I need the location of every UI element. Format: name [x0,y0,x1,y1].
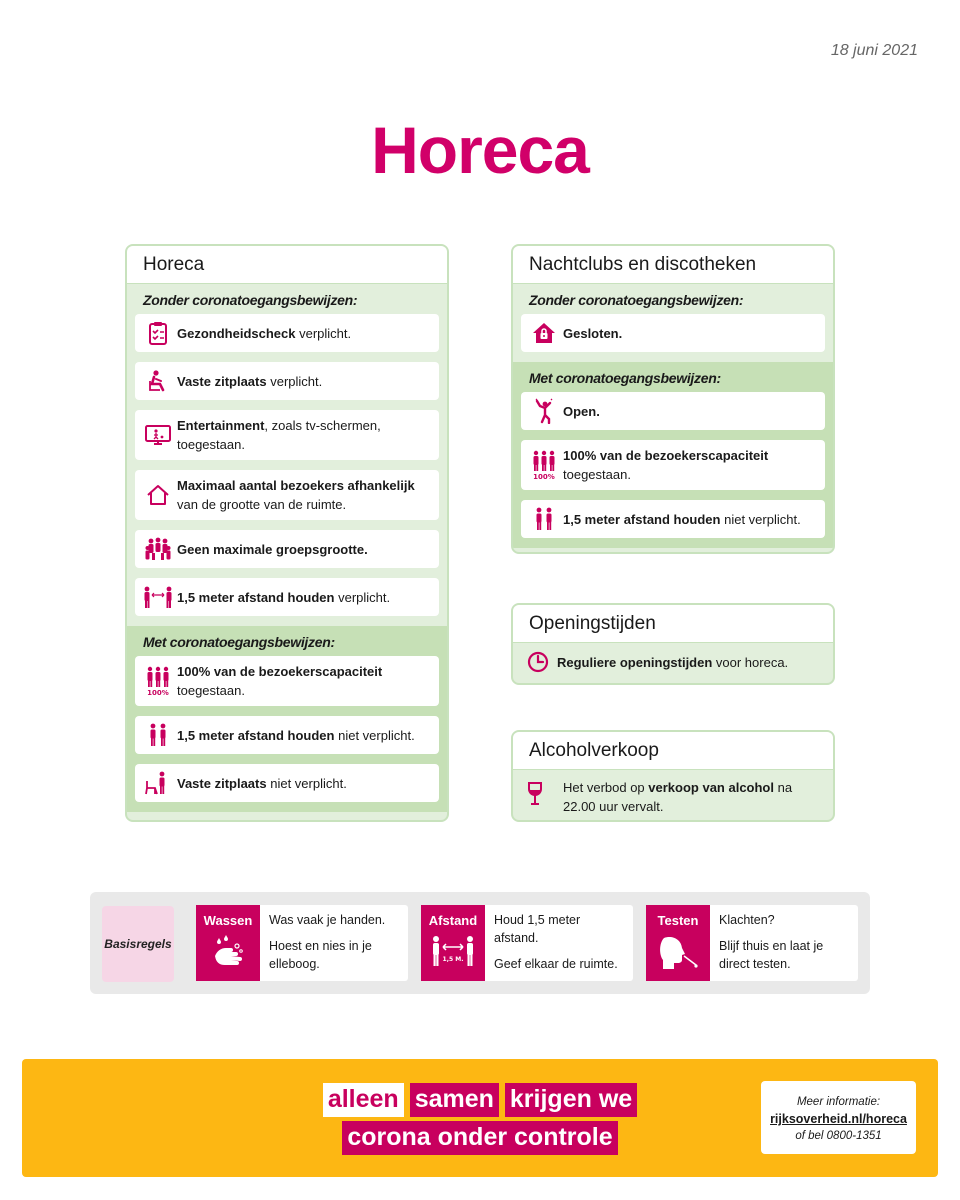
item-bold: verkoop van alcohol [648,780,774,795]
rule-tag [196,905,260,981]
slogan-word: alleen [323,1083,404,1117]
group-people-icon [143,536,173,562]
list-item [135,410,439,460]
section-label: Zonder coronatoegangsbewijzen: [529,292,744,308]
item-bold: Vaste zitplaats [177,775,267,791]
list-item [135,314,439,352]
wash-hands-icon [211,934,245,970]
basic-rules-bar [90,892,870,994]
rule-distance [421,905,633,981]
item-text: Het verbod op [563,780,649,795]
opening-hours-row [513,643,833,673]
rule-wash [196,905,408,981]
list-item [135,764,439,802]
person-chair-icon [143,770,173,796]
item-text: verplicht. [266,373,323,389]
nightclubs-with-section [513,362,833,548]
rule-line-1: Houd 1,5 meter afstand. [494,913,581,945]
horeca-card [125,244,449,822]
basic-rules-label: Basisregels [102,906,174,982]
item-bold: Entertainment [177,418,265,433]
page-title: Horeca [371,113,589,187]
horeca-without-section [127,284,447,626]
item-bold: Reguliere openingstijden [557,654,713,670]
locked-house-icon [529,320,559,346]
two-people-icon [529,506,559,532]
footer-banner [22,1059,938,1177]
rule-tag-label: Testen [657,913,699,928]
dancing-person-icon [529,398,559,424]
info-link[interactable]: rijksoverheid.nl/horeca [770,1112,907,1126]
seated-person-icon [143,368,173,394]
list-item [135,470,439,520]
list-item [521,500,825,538]
wine-glass-icon [527,778,563,806]
svg-text:100%: 100% [533,473,555,480]
item-text: toegestaan. [563,467,631,482]
rule-text [260,905,408,981]
keep-distance-icon [431,934,475,970]
list-item [521,440,825,490]
item-bold: 100% van de bezoekerscapaciteit [563,448,769,463]
opening-hours-card [511,603,835,685]
opening-hours-heading: Openingstijden [513,605,833,643]
slogan-word: corona onder controle [342,1121,617,1155]
list-item [521,392,825,430]
list-item [135,716,439,754]
rule-testing [646,905,858,981]
item-text: niet verplicht. [720,511,801,527]
nightclubs-without-section [513,284,833,362]
test-swab-icon [658,934,698,972]
distance-icon-label: 1,5 M. [442,956,464,963]
capacity-100-icon [529,452,559,478]
publication-date: 18 juni 2021 [830,42,918,59]
clock-icon [527,651,557,673]
nightclubs-card [511,244,835,554]
item-bold: Vaste zitplaats [177,373,267,389]
item-bold: 1,5 meter afstand houden [563,511,721,527]
alcohol-sales-heading: Alcoholverkoop [513,732,833,770]
item-bold: Gezondheidscheck [177,325,296,341]
list-item [135,530,439,568]
item-bold: 100% van de bezoekerscapaciteit [177,664,383,679]
info-phone: of bel 0800-1351 [795,1130,882,1142]
item-text: voor horeca. [712,654,789,670]
section-label: Met coronatoegangsbewijzen: [529,370,721,386]
slogan-word: samen [410,1083,499,1117]
rule-tag-label: Wassen [203,913,253,928]
two-people-icon [143,722,173,748]
rule-line-1: Klachten? [719,913,775,927]
nightclubs-card-heading: Nachtclubs en discotheken [513,246,833,284]
slogan-word: krijgen we [505,1083,637,1117]
horeca-with-section [127,626,447,812]
info-title: Meer informatie: [796,1096,881,1108]
horeca-card-heading: Horeca [127,246,447,284]
list-item [135,656,439,706]
item-text: toegestaan. [177,683,245,698]
distance-icon [143,584,173,610]
item-text: verplicht. [295,325,352,341]
rule-line-2: Hoest en nies in je elleboog. [269,939,372,971]
capacity-100-icon [143,668,173,694]
list-item [135,362,439,400]
item-text: , zoals tv-schermen, toegestaan. [177,418,381,452]
list-item [135,578,439,616]
clipboard-check-icon [143,320,173,346]
rule-line-2: Geef elkaar de ruimte. [494,957,618,971]
rule-tag [421,905,485,981]
list-item [521,314,825,352]
alcohol-sales-card [511,730,835,822]
svg-text:100%: 100% [147,689,169,696]
item-bold: 1,5 meter afstand houden [177,727,335,743]
rule-tag [646,905,710,981]
item-bold: Gesloten. [563,325,623,341]
item-text: niet verplicht. [266,775,347,791]
section-label: Met coronatoegangsbewijzen: [143,634,335,650]
section-label: Zonder coronatoegangsbewijzen: [143,292,358,308]
rule-text [485,905,633,981]
tv-screen-icon [143,422,173,448]
rule-line-1: Was vaak je handen. [269,913,386,927]
rule-line-2: Blijf thuis en laat je direct testen. [719,939,824,971]
more-info-box [761,1081,916,1154]
rule-text [710,905,858,981]
item-text: van de grootte van de ruimte. [177,497,347,512]
item-bold: Geen maximale groepsgrootte. [177,541,368,557]
item-text: verplicht. [334,589,391,605]
house-outline-icon [143,482,173,508]
item-text: na 22.00 uur vervalt. [563,780,793,814]
item-bold: Maximaal aantal bezoekers afhankelijk [177,478,415,493]
item-bold: Open. [563,403,600,419]
item-text: niet verplicht. [334,727,415,743]
item-bold: 1,5 meter afstand houden [177,589,335,605]
alcohol-sales-row [513,770,833,816]
rule-tag-label: Afstand [428,913,478,928]
